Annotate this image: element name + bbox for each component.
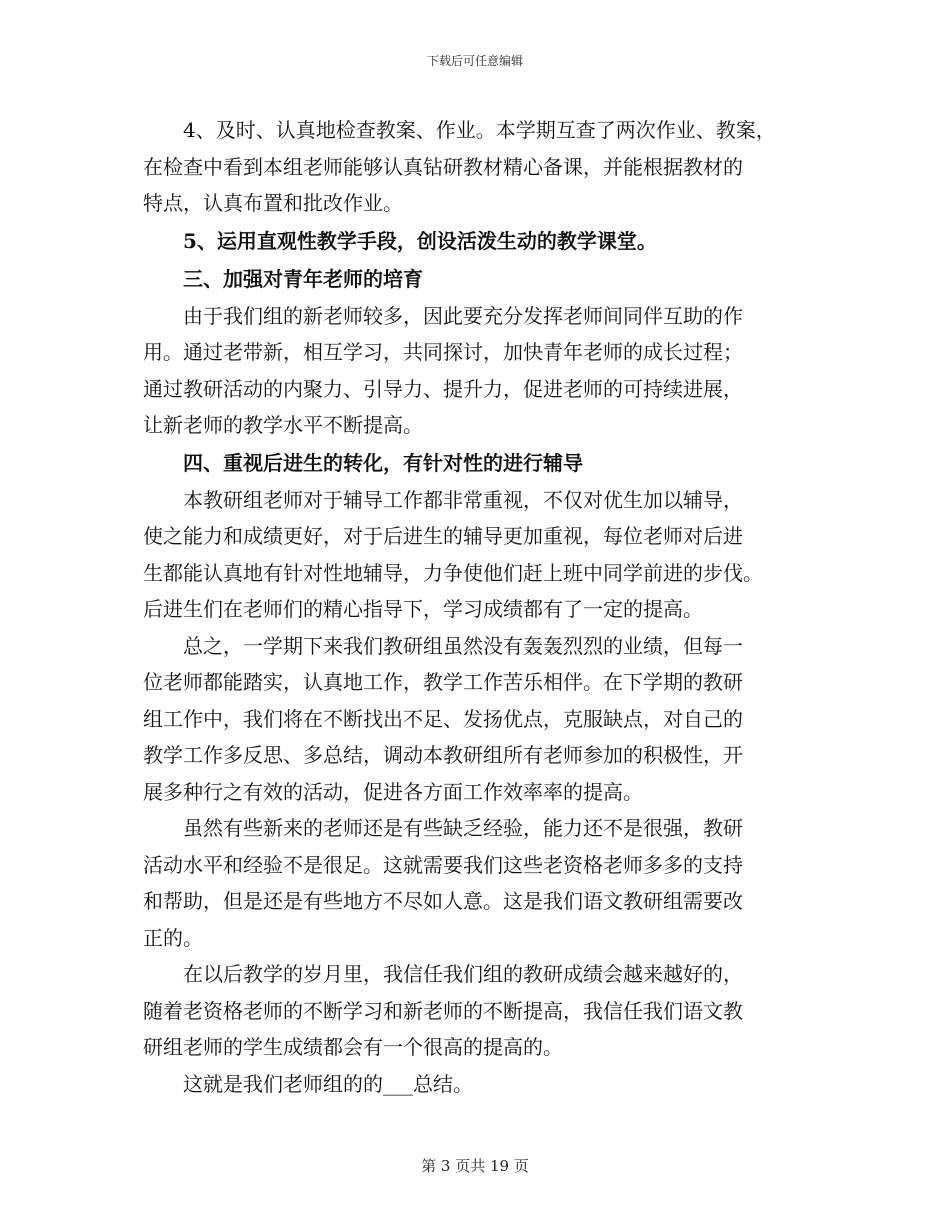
page-number: 第 3 页共 19 页: [421, 1157, 529, 1175]
paragraph-check-lesson-plans: [143, 112, 807, 222]
text-line: 特点，认真布置和批改作业。: [143, 191, 403, 215]
text-line: 本教研组老师对于辅导工作都非常重视，不仅对优生加以辅导，: [183, 487, 743, 512]
text-line: 后进生们在老师们的精心指导下，学习成绩都有了一定的提高。: [143, 597, 703, 621]
text-line: 随着老资格老师的不断学习和新老师的不断提高，我信任我们语文教: [143, 998, 743, 1023]
text-line: 生都能认真地有针对性地辅导，力争使他们赶上班中同学前进的步伐。: [143, 560, 763, 585]
text-line: 位老师都能踏实，认真地工作，教学工作苦乐相伴。在下学期的教研: [143, 670, 743, 694]
text-line: 虽然有些新来的老师还是有些缺乏经验，能力还不是很强，教研: [183, 816, 743, 840]
text-line: 正的。: [143, 925, 203, 950]
text-line: 让新老师的教学水平不断提高。: [143, 413, 423, 437]
text-line: 通过教研活动的内聚力、引导力、提升力，促进老师的可持续进展，: [143, 376, 743, 401]
text-line: 4、及时、认真地检查教案、作业。本学期互查了两次作业、教案，: [183, 118, 776, 142]
text-line: 研组老师的学生成绩都会有一个很高的提高的。: [143, 1035, 563, 1059]
heading-intuitive-teaching: 5、运用直观性教学手段，创设活泼生动的教学课堂。: [183, 228, 657, 253]
text-line: 在检查中看到本组老师能够认真钻研教材精心备课，并能根据教材的: [143, 154, 743, 179]
paragraph-new-teachers-experience: [143, 810, 807, 956]
paragraph-struggling-students: [143, 482, 807, 628]
text-line: 活动水平和经验不是很足。这就需要我们这些老资格老师多多的支持: [143, 852, 743, 877]
text-line: 组工作中，我们将在不断找出不足、发扬优点，克服缺点，对自己的: [143, 706, 743, 731]
text-line: 用。通过老带新，相互学习，共同探讨，加快青年老师的成长过程；: [143, 340, 743, 364]
paragraph-future-outlook: [143, 956, 807, 1066]
paragraph-young-teachers: [143, 298, 807, 444]
text-line: 教学工作多反思、多总结，调动本教研组所有老师参加的积极性，开: [143, 743, 743, 767]
text-line: 这就是我们老师组的的___总结。: [183, 1071, 473, 1096]
paragraph-summary: [143, 628, 807, 811]
document-body: [143, 112, 807, 1102]
paragraph-closing: [143, 1066, 807, 1103]
page-header: 下载后可任意编辑: [426, 54, 523, 68]
heading-young-teachers: 三、加强对青年老师的培育: [183, 266, 423, 291]
text-line: 总之，一学期下来我们教研组虽然没有轰轰烈烈的业绩，但每一: [183, 633, 743, 658]
text-line: 在以后教学的岁月里，我信任我们组的教研成绩会越来越好的，: [183, 962, 743, 986]
text-line: 和帮助，但是还是有些地方不尽如人意。这是我们语文教研组需要改: [143, 889, 743, 913]
text-line: 使之能力和成绩更好，对于后进生的辅导更加重视，每位老师对后进: [143, 524, 743, 548]
heading-struggling-students: 四、重视后进生的转化，有针对性的进行辅导: [183, 450, 583, 475]
text-line: 展多种行之有效的活动，促进各方面工作效率率的提高。: [143, 779, 643, 804]
text-line: 由于我们组的新老师较多，因此要充分发挥老师间同伴互助的作: [183, 303, 743, 328]
